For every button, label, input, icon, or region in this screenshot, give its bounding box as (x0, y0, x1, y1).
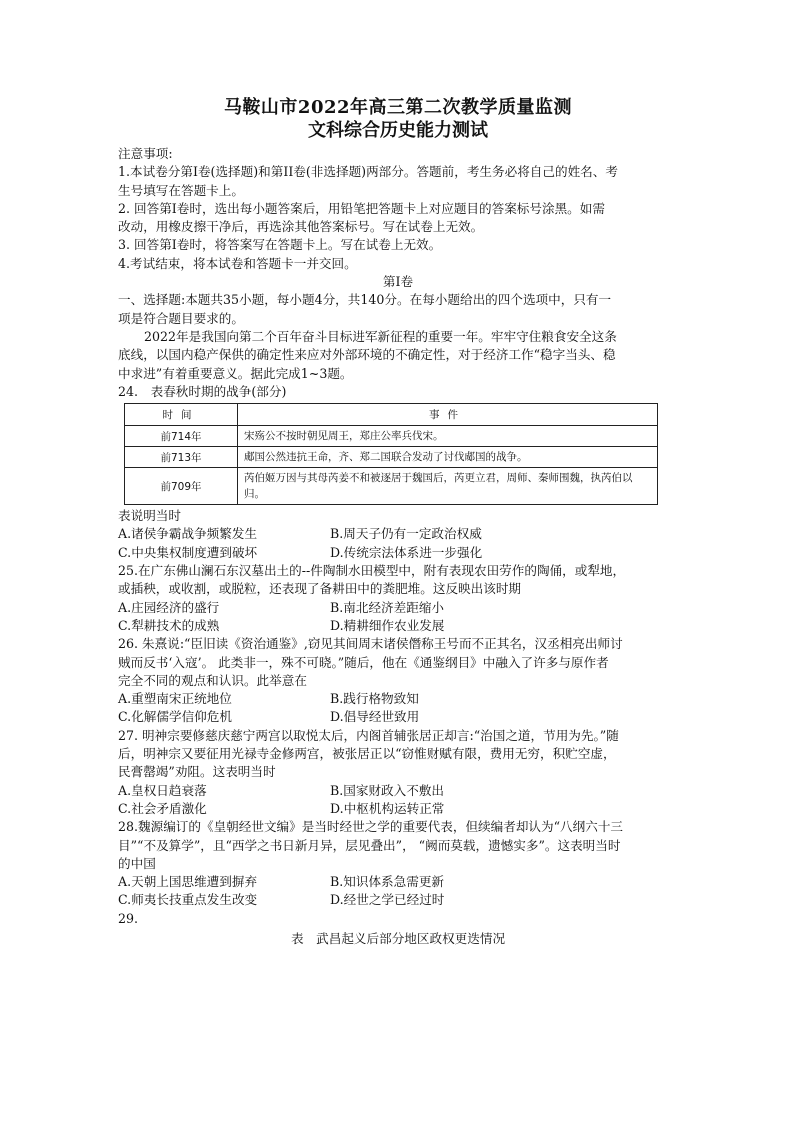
war-table (124, 403, 658, 505)
option-c: C.犁耕技术的成熟 (118, 617, 220, 633)
header-event: 事件 (238, 404, 658, 426)
notice-heading: 注意事项: (118, 146, 173, 161)
question-25 (118, 562, 678, 635)
material-text: 底线，以国内稳产保供的确定性来应对外部环境的不确定性，对于经济工作“稳字当头、稳 (118, 347, 616, 363)
notice-block (118, 145, 678, 273)
section-intro: 项是符合题目要求的。 (118, 310, 244, 326)
question-24 (118, 383, 678, 562)
option-a: A.天朝上国思维遭到摒弃 (118, 874, 258, 890)
option-b: B.践行格物致知 (330, 691, 419, 707)
question-28 (118, 818, 678, 909)
cell-time: 前714年 (125, 426, 238, 447)
options (118, 690, 678, 727)
table-row (125, 447, 658, 468)
table-row (125, 468, 658, 505)
cell-event: 宋殇公不按时朝见周王，郑庄公率兵伐宋。 (238, 426, 658, 447)
page-title: 马鞍山市2022年高三第二次教学质量监测 (223, 97, 573, 118)
material-text: 中求进”有着重要意义。据此完成1~3题。 (118, 365, 353, 381)
options (118, 599, 678, 636)
notice-line: 1.本试卷分第I卷(选择题)和第II卷(非选择题)两部分。答题前，考生务必将自己的姓名、考 (118, 164, 618, 180)
notice-line: 3. 回答第I卷时，将答案写在答题卡上。写在试卷上无效。 (118, 237, 442, 253)
cell-time: 前713年 (125, 447, 238, 468)
question-text: 民膏罄竭”劝阻。这表明当时 (118, 764, 276, 780)
option-b: B.国家财政入不敷出 (330, 782, 445, 798)
material-text: 2022年是我国向第二个百年奋斗目标进军新征程的重要一年。牢牢守住粮食安全这条 (144, 328, 617, 344)
page-subtitle: 文科综合历史能力测试 (308, 120, 488, 141)
question-text: 28.魏源编订的《皇朝经世文编》是当时经世之学的重要代表，但续编者却认为“八纲六十三 (118, 819, 624, 835)
option-a: A.重塑南宋正统地位 (118, 691, 232, 707)
option-a: A.皇权日趋衰落 (118, 782, 207, 798)
cell-event: 郕国公然违抗王命，齐、郑二国联合发动了讨伐郕国的战争。 (238, 447, 658, 468)
question-26 (118, 635, 678, 726)
question-text: 26. 朱熹说:“臣旧读《资治通鉴》,窃见其间周末诸侯僭称王号而不正其名，汉丞相亮出师讨 (118, 636, 623, 652)
option-b: B.知识体系急需更新 (330, 874, 445, 890)
question-stem: 表说明当时 (118, 508, 181, 524)
question-29 (118, 910, 678, 949)
notice-line: 2. 回答第I卷时，选出每小题答案后，用铅笔把答题卡上对应题目的答案标号涂黑。如需 (118, 200, 605, 216)
options (118, 782, 678, 819)
question-text: 后，明神宗又要征用光禄寺金修两宫，被张居正以“窃惟财赋有限，费用无穷，积贮空虚， (118, 746, 616, 762)
section-title: 第I卷 (382, 274, 414, 290)
notice-line: 改动，用橡皮擦干净后，再选涂其他答案标号。写在试卷上无效。 (118, 219, 484, 235)
option-c: C.化解儒学信仰危机 (118, 709, 232, 725)
question-number: 29. (118, 910, 139, 926)
option-a: A.庄园经济的盛行 (118, 599, 220, 615)
cell-time: 前709年 (125, 468, 238, 505)
option-d: D.中枢机构运转正常 (330, 800, 445, 816)
question-text: 完全不同的观点和认识。此举意在 (118, 672, 307, 688)
option-a: A.诸侯争霸战争频繁发生 (118, 526, 258, 542)
question-text: 25.在广东佛山澜石东汉墓出土的--件陶制水田模型中，附有表现农田劳作的陶俑，或犁地， (118, 563, 626, 579)
options (118, 873, 678, 910)
exam-page (118, 96, 678, 948)
option-c: C.中央集权制度遭到破坏 (118, 544, 258, 560)
option-b: B.南北经济差距缩小 (330, 599, 445, 615)
option-c: C.社会矛盾激化 (118, 800, 207, 816)
option-d: D.经世之学已经过时 (330, 892, 445, 908)
question-27 (118, 727, 678, 818)
question-text: 27. 明神宗要修慈庆慈宁两宫以取悦太后，内阁首辅张居正却言:“治国之道，节用为先。”随 (118, 727, 619, 743)
option-d: D.倡导经世致用 (330, 709, 420, 725)
question-text: 目”“不及算学”，且“西学之书日新月异，层见叠出”， “阙而莫载，遗憾实多”。这表明当时 (118, 837, 621, 853)
section-intro: 一、选择题:本题共35小题，每小题4分，共140分。在每小题给出的四个选项中，只有一 (118, 292, 612, 308)
question-text: 贼而反书‘入寇’。 此类非一，殊不可晓。”随后，他在《通鉴纲目》中融入了许多与原作者 (118, 654, 609, 670)
table-caption: 表 武昌起义后部分地区政权更迭情况 (290, 930, 506, 946)
table-row (125, 426, 658, 447)
notice-line: 4.考试结束，将本试卷和答题卡一并交回。 (118, 255, 357, 271)
table-caption: 24. 表春秋时期的战争(部分) (118, 383, 287, 399)
table-header-row (125, 404, 658, 426)
cell-event: 芮伯姬万因与其母芮姜不和被逐居于魏国后，芮更立君，周师、秦师围魏，执芮伯以归。 (238, 468, 658, 505)
options (118, 525, 678, 562)
header-time: 时间 (125, 404, 238, 426)
option-d: D.传统宗法体系进一步强化 (330, 544, 483, 560)
question-text: 的中国 (118, 855, 156, 871)
option-c: C.师夷长技重点发生改变 (118, 892, 258, 908)
option-d: D.精耕细作农业发展 (330, 617, 445, 633)
question-text: 或插秧，或收割，或脱粒，还表现了备耕田中的粪肥堆。这反映出该时期 (118, 581, 521, 597)
option-b: B.周天子仍有一定政治权威 (330, 526, 482, 542)
notice-line: 生号填写在答题卡上。 (118, 182, 244, 198)
